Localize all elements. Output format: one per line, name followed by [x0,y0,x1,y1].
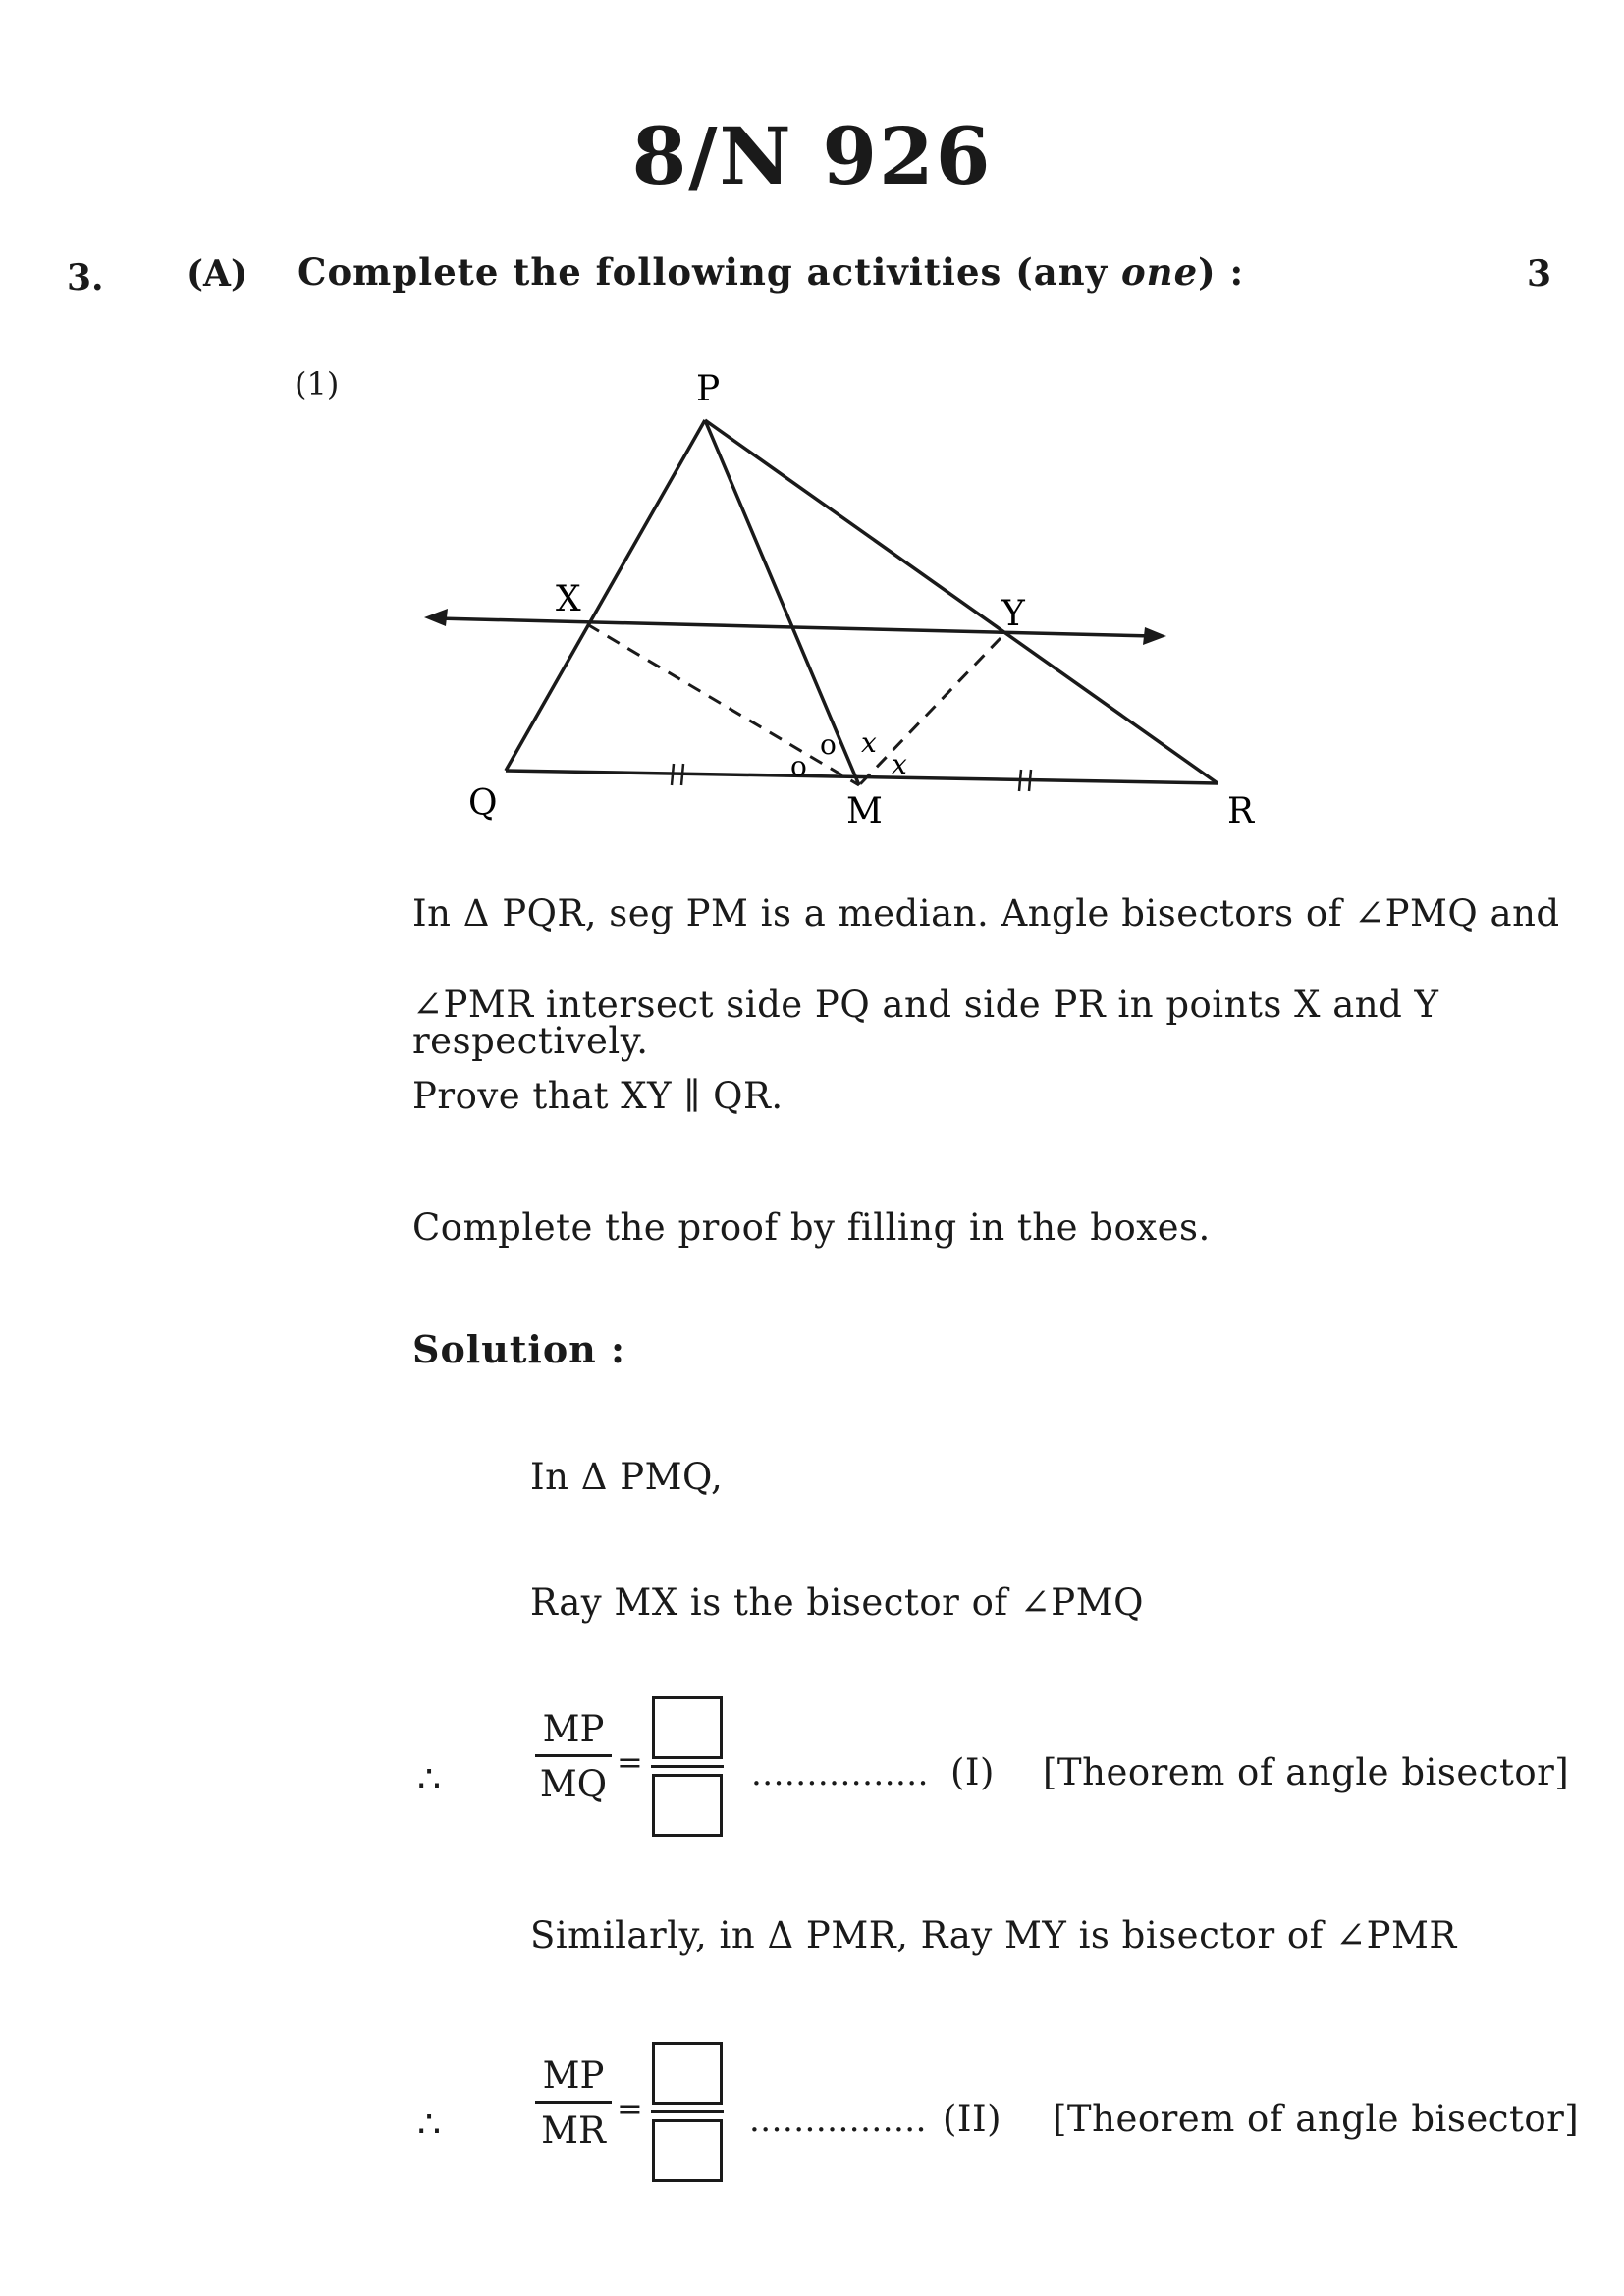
leader-dots: ................ [749,2101,927,2140]
answer-box-numerator[interactable] [652,2042,723,2105]
fraction-numerator: MP [542,2055,605,2097]
equation-reason-1: [Theorem of angle bisector] [1043,1751,1570,1793]
problem-line-3: Prove that XY ∥ QR. [412,1075,784,1117]
answer-box-fraction-1 [651,1696,724,1837]
label-x: X [556,579,581,619]
problem-line-2: ∠PMR intersect side PQ and side PR in points X and Y respectively. [412,984,1439,1062]
subquestion-number: (1) [295,365,340,402]
label-y: Y [1001,594,1025,634]
fraction-mp-mq [535,1708,612,1805]
tick-mr-2 [1029,770,1031,791]
fraction-bar [651,2110,724,2113]
fraction-denominator: MQ [539,1763,608,1805]
angle-mark-x-1: x [861,726,877,759]
solution-heading: Solution : [412,1327,626,1371]
bisector-mx [587,624,859,785]
paper-code: 8/N 926 [631,110,993,202]
triangle-figure [0,0,1624,883]
angle-mark-o-1: o [790,750,807,782]
tick-qm-2 [681,764,683,785]
therefore-symbol: ∴ [417,2103,442,2146]
question-marks: 3 [1527,253,1552,294]
therefore-symbol: ∴ [417,1757,442,1800]
question-number: 3. [67,257,104,298]
answer-box-fraction-2 [651,2042,724,2182]
fraction-mp-mr [535,2055,612,2152]
instruction-main: Complete the following activities (any [298,250,1121,294]
equation-tag-1: (I) [950,1751,995,1793]
answer-box-denominator[interactable] [652,1774,723,1837]
equals-sign: = [617,2090,643,2127]
angle-mark-o-2: o [820,728,837,761]
answer-box-denominator[interactable] [652,2119,723,2182]
solution-step-2: Ray MX is the bisector of ∠PMQ [530,1581,1144,1624]
fraction-bar [651,1765,724,1768]
label-r: R [1227,791,1255,831]
label-m: M [846,791,883,831]
leader-dots: ................ [751,1754,929,1793]
tick-mr-1 [1019,770,1021,791]
tick-qm-1 [672,764,674,785]
arrow-right-icon [1143,627,1166,645]
question-part: (A) [187,253,247,294]
equation-reason-2: [Theorem of angle bisector] [1053,2098,1580,2140]
label-p: P [696,369,721,409]
arrow-left-icon [424,609,448,626]
angle-mark-x-2: x [892,748,907,780]
solution-step-1: In Δ PMQ, [530,1456,724,1498]
problem-line-4: Complete the proof by filling in the boxes. [412,1206,1211,1249]
fraction-numerator: MP [542,1708,605,1750]
bisector-my [859,638,1001,785]
instruction-end: ) : [1198,250,1245,294]
problem-line-1: In Δ PQR, seg PM is a median. Angle bisectors of ∠PMQ and [412,892,1560,934]
equals-sign: = [617,1743,643,1781]
side-pq [506,420,705,771]
fraction-denominator: MR [541,2109,606,2152]
label-q: Q [468,783,498,824]
solution-step-3: Similarly, in Δ PMR, Ray MY is bisector of ∠PMR [530,1914,1457,1956]
instruction-emphasis: one [1120,250,1199,294]
equation-tag-2: (II) [943,2098,1002,2140]
answer-box-numerator[interactable] [652,1696,723,1759]
